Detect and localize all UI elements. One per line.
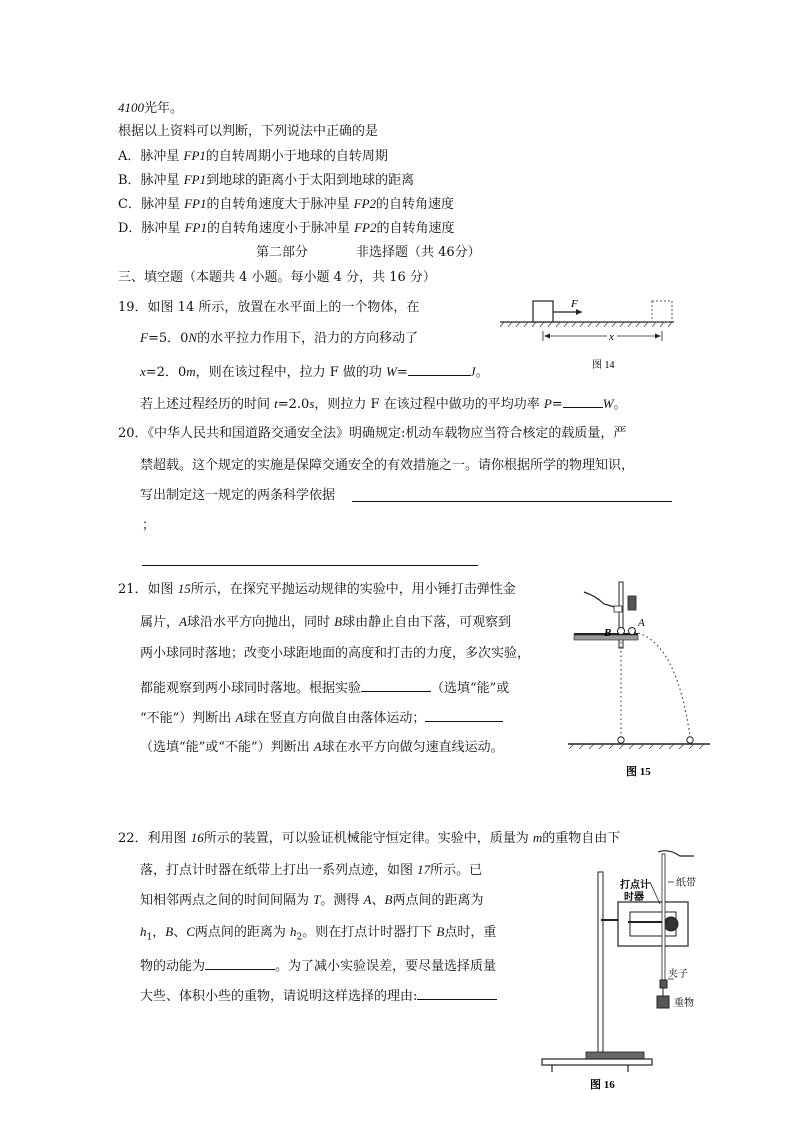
q21-line4: 都能观察到两小球同时落地。根据实验 （选填“能”或 (140, 677, 509, 698)
ball-a (629, 628, 636, 635)
q19-power-blank[interactable] (563, 393, 603, 408)
section3-heading: 三、填空题（本题共 4 小题。每小题 4 分，共 16 分） (118, 270, 436, 285)
q19-work-blank[interactable] (408, 361, 470, 376)
q20-answer-blank-2[interactable] (142, 551, 478, 566)
figure-15 (566, 578, 714, 782)
q21-line3: 两小球同时落地；改变小球距地面的高度和打击的力度，多次实验， (140, 646, 531, 661)
hammer-head (628, 596, 636, 610)
weight-label: 重物 (674, 998, 694, 1009)
q18-tail: 4100光年。 (118, 100, 184, 116)
q22-blank-2[interactable] (417, 985, 497, 1000)
weight (657, 996, 669, 1008)
q20-line3: 写出制定这一规定的两条科学依据 (140, 488, 336, 503)
q22-line6: 大些、体积小些的重物，请说明这样选择的理由: (140, 985, 497, 1006)
q22-line2: 落，打点计时器在纸带上打出一系列点迹，如图 17所示。已 (140, 862, 483, 878)
timer-label: 打点计 (620, 880, 650, 891)
q20-line1: 20．《中华人民共和国道路交通安全法》明确规定:机动车载物应当符合核定的载质量，严 (118, 426, 627, 441)
q22-line3: 知相邻两点之间的时间间隔为 T。测得 A、B两点间的距离为 (140, 892, 484, 908)
timer-coil (664, 917, 678, 931)
q22-line4: $h_1$，B、C两点间的距离为 $h_2$。则在打点计时器打下 B点时，重 (140, 924, 497, 943)
ground-hatching (500, 322, 672, 327)
q19-line2: F=5．0N的水平拉力作用下，沿力的方向移动了 (140, 330, 419, 346)
q21-line2: 属片，A球沿水平方向抛出，同时 B球由静止自由下落，可观察到 (140, 614, 512, 630)
q22-blank-1[interactable] (205, 955, 275, 970)
q21-blank-2[interactable] (425, 707, 503, 722)
figure-14 (498, 294, 678, 376)
q18-option-b: B．脉冲星 FP1到地球的距离小于太阳到地球的距离 (118, 172, 415, 188)
q21-line1: 21．如图 15所示，在探究平抛运动规律的实验中，用小锤打击弹性金 (118, 581, 516, 597)
part2-title: 第二部分 (256, 245, 309, 260)
block-start (533, 301, 553, 322)
q21-line6: （选填“能”或“不能”）判断出 A球在水平方向做匀速直线运动。 (140, 739, 504, 755)
distance-label: x (609, 331, 614, 343)
parabolic-path (634, 632, 690, 736)
q21-blank-1[interactable] (361, 677, 431, 692)
figure-14-caption: 图 14 (592, 360, 615, 371)
timer-label-2: 时器 (624, 892, 644, 903)
hand-hammer (584, 592, 618, 608)
figure-15-caption: 图 15 (626, 766, 651, 778)
figure-16 (540, 846, 718, 1092)
ball-b (618, 628, 625, 635)
q18-option-c: C．脉冲星 FP1的自转角速度大于脉冲星 FP2的自转角速度 (118, 196, 455, 212)
ball-a-label: A (638, 617, 645, 629)
tape-label: 纸带 (676, 878, 696, 889)
part2-subtitle: 非选择题（共 46分） (356, 245, 481, 260)
q20-answer-blank-1[interactable] (352, 487, 672, 502)
stand-rod (598, 872, 603, 1052)
ball-b-label: B (604, 627, 612, 639)
q22-line1: 22．利用图 16所示的装置，可以验证机械能守恒定律。实验中，质量为 m的重物自由下 (118, 830, 621, 846)
q22-line5: 物的动能为 。为了减小实验误差，要尽量选择质量 (140, 955, 496, 976)
q20-line2: 禁超载。这个规定的实施是保障交通安全的有效措施之一。请你根据所学的物理知识， (140, 458, 635, 473)
q19-line1: 19．如图 14 所示，放置在水平面上的一个物体，在 (118, 300, 420, 315)
q19-line4: 若上述过程经历的时间 t=2.0s，则拉力 F 在该过程中做功的平均功率 P= W。 (140, 393, 627, 414)
q18-option-d: D．脉冲星 FP1的自转角速度小于脉冲星 FP2的自转角速度 (118, 220, 455, 236)
force-label: F (571, 298, 578, 310)
clip (660, 980, 667, 988)
q18-option-a: A．脉冲星 FP1的自转周期小于地球的自转周期 (118, 148, 388, 164)
q18-stem: 根据以上资料可以判断，下列说法中正确的是 (118, 124, 379, 139)
block-end (652, 301, 672, 322)
q19-line3: x=2．0m，则在该过程中，拉力 F 做的功 W= J。 (140, 361, 489, 382)
clip-label: 夹子 (668, 969, 688, 980)
paper-tape (662, 854, 665, 980)
q20-line4: ； (142, 518, 156, 533)
table-top (542, 1059, 652, 1065)
q21-line5: “不能”）判断出 A球在竖直方向做自由落体运动； (140, 707, 503, 728)
figure-16-caption: 图 16 (590, 1079, 615, 1091)
stand-base (586, 1052, 644, 1059)
